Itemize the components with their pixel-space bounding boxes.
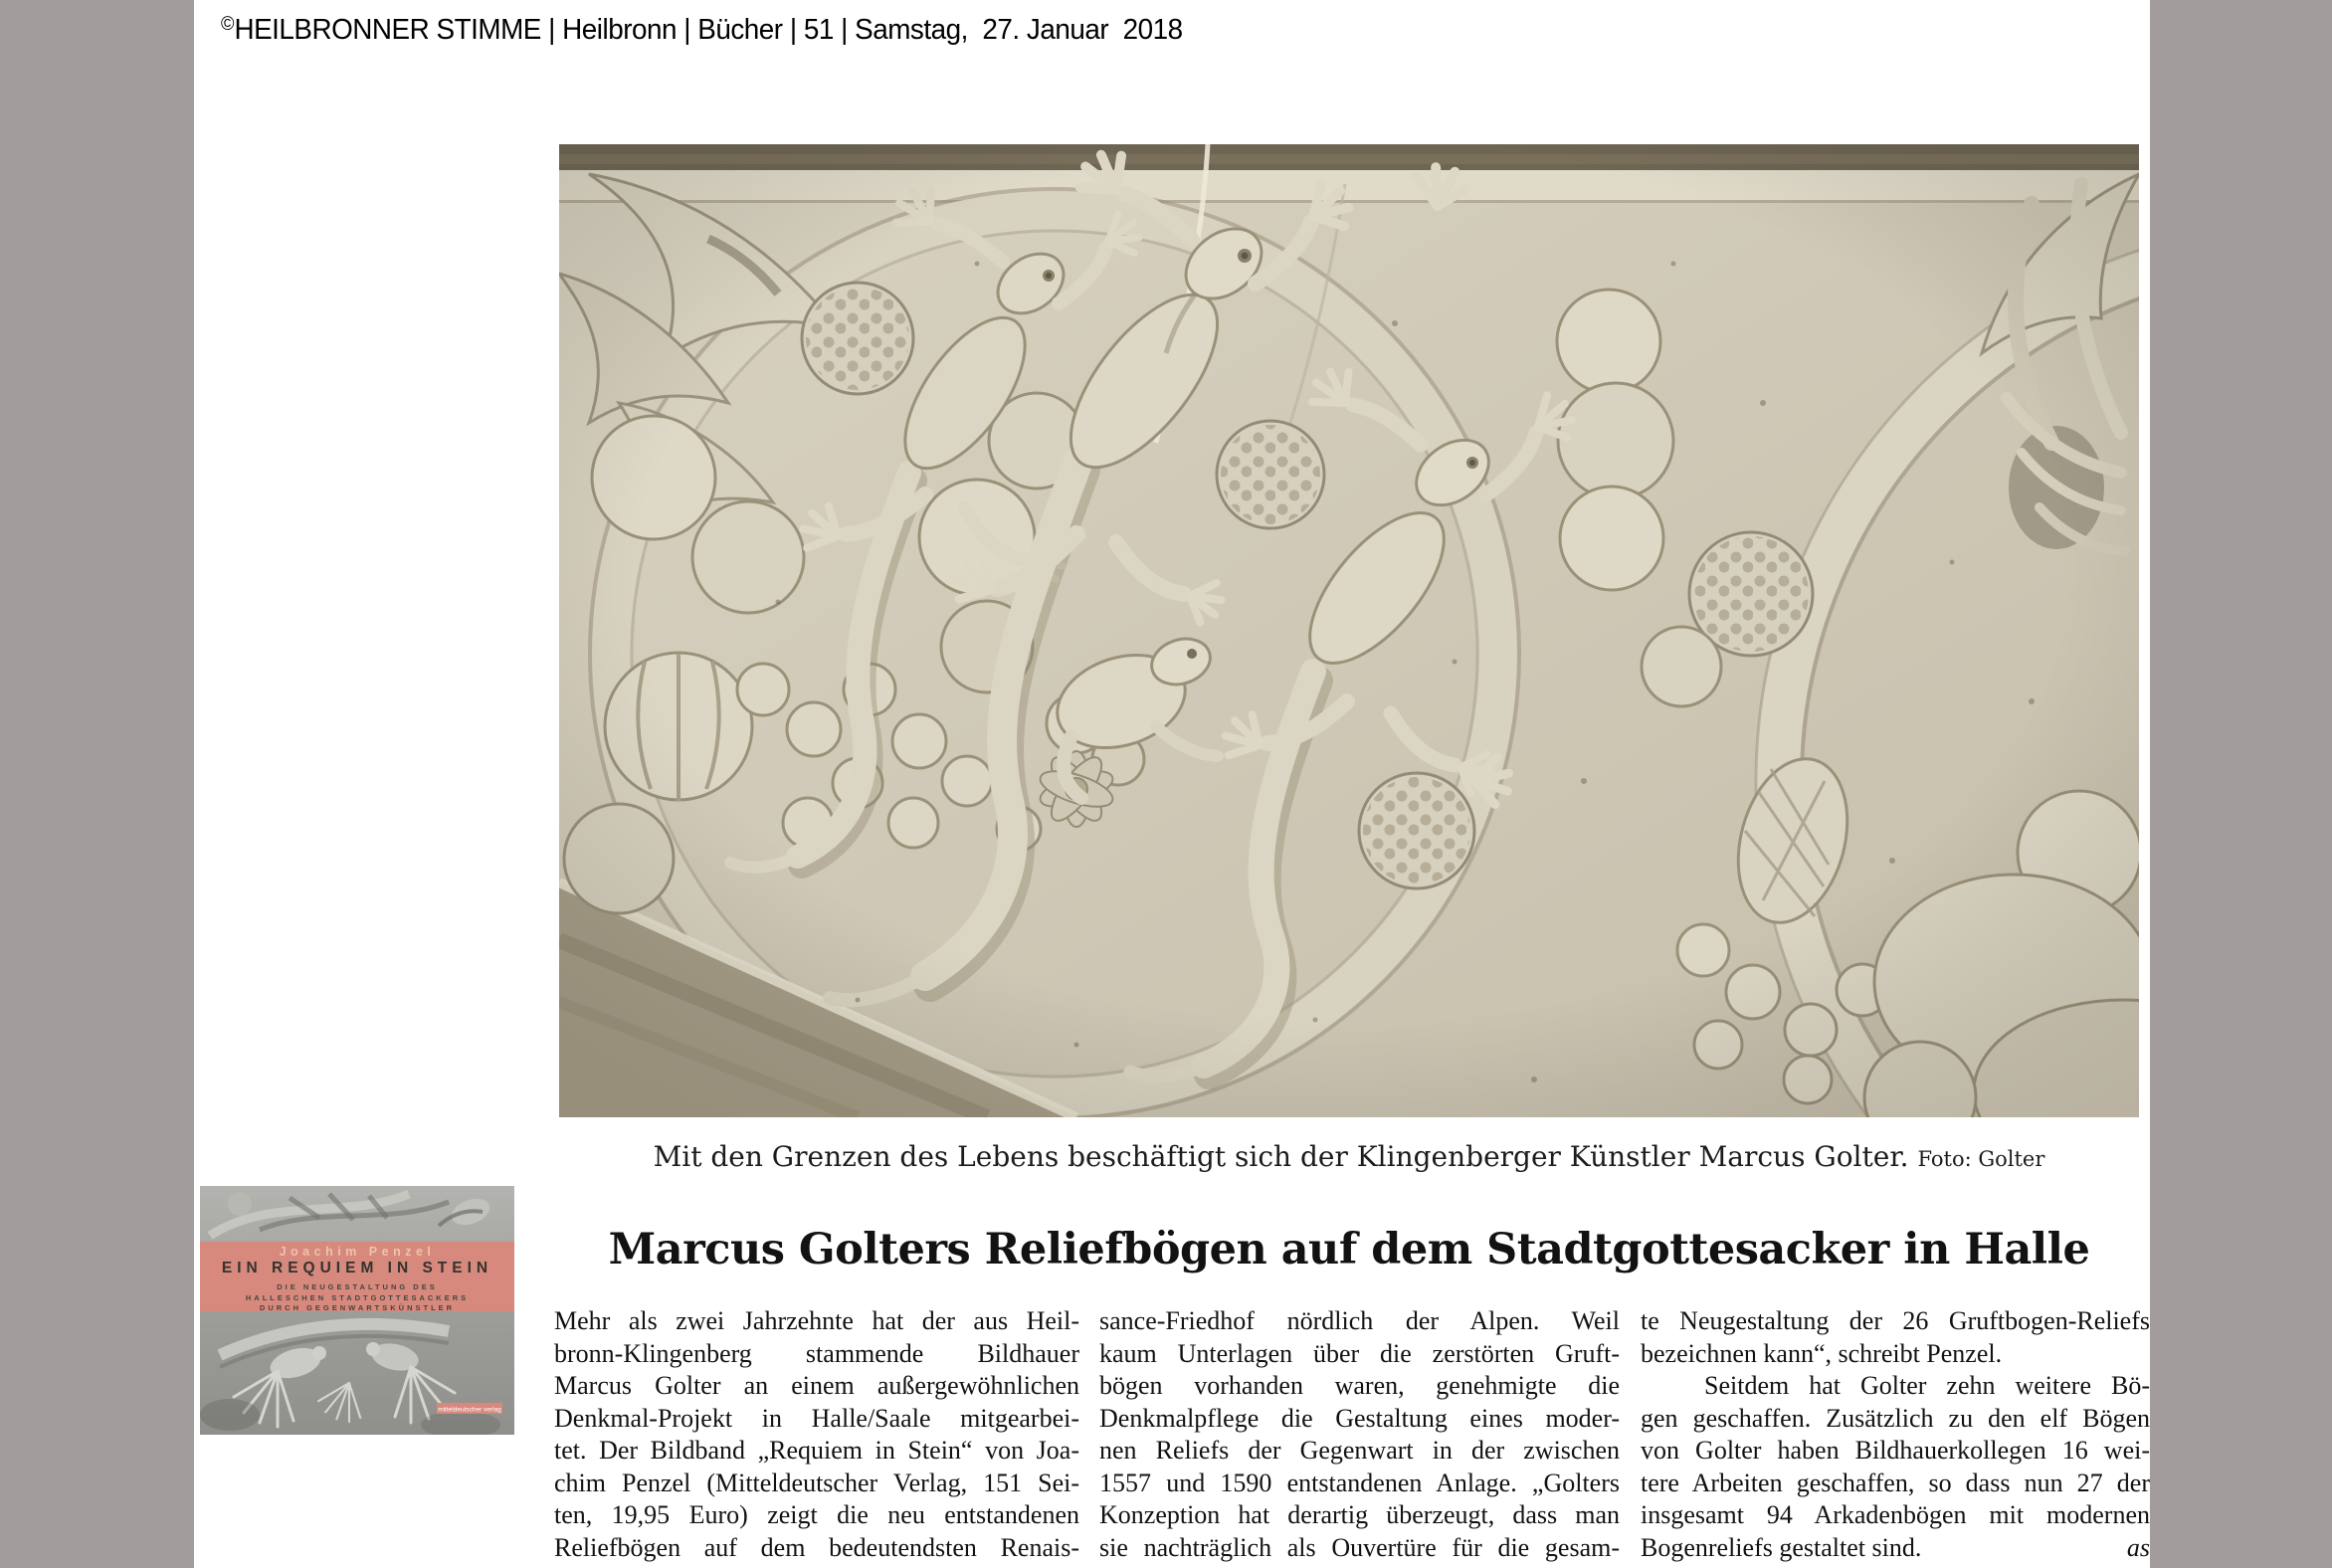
article-line: nen Reliefs der Gegenwart in der zwischen [1099,1436,1620,1465]
article-headline: Marcus Golters Reliefbögen auf dem Stadtgottesacker in Halle [608,1224,2090,1274]
article-line: Denkmal-Projekt in Halle/Saale mitgearbei- [554,1403,1079,1433]
copyright-mark: © [221,14,235,35]
cover-author: Joachim Penzel [279,1245,436,1259]
photo-caption [559,1138,2139,1178]
relief-photo-illustration [559,144,2139,1117]
article-line: 1557 und 1590 entstandenen Anlage. „Golters [1099,1468,1620,1497]
article-line: bronn-Klingenberg stammende Bildhauer [554,1338,1079,1368]
article-line: Seitdem hat Golter zehn weitere Bö- [1704,1371,2150,1400]
article-line: Konzeption hat derartig überzeugt, dass man [1099,1500,1620,1529]
article-line: kaum Unterlagen über die zerstörten Gruft- [1099,1338,1620,1368]
article-line: Mehr als zwei Jahrzehnte hat der aus Heil- [554,1306,1079,1335]
header-text: HEILBRONNER STIMME | Heilbronn | Bücher | 51 | Samstag, 27. Januar 2018 [234,14,1183,46]
article-line: tet. Der Bildband „Requiem in Stein“ von Joa- [554,1436,1079,1465]
article-line: insgesamt 94 Arkadenbögen mit modernen [1641,1500,2150,1529]
cover-subtitle-line-3: DURCH GEGENWARTSKÜNSTLER [259,1303,456,1312]
article-line: Bogenreliefs gestaltet sind. as [1641,1532,2150,1565]
article-line: te Neugestaltung der 26 Gruftbogen-Reliefs [1641,1306,2150,1335]
article-line: ten, 19,95 Euro) zeigt die neu entstandenen [554,1500,1079,1529]
article-line: bögen vorhanden waren, genehmigte die [1099,1371,1620,1400]
cover-subtitle-line-1: DIE NEUGESTALTUNG DES [277,1282,438,1291]
cover-title: EIN REQUIEM IN STEIN [221,1260,493,1276]
relief-photo [559,144,2139,1117]
article-line: gen geschaffen. Zusätzlich zu den elf Bögen [1641,1403,2150,1433]
article-line: von Golter haben Bildhauerkollegen 16 wei- [1641,1436,2150,1465]
article-line: sie nachträglich als Ouvertüre für die gesam- [1099,1532,1620,1562]
article-line: Reliefbögen auf dem bedeutendsten Renais- [554,1532,1079,1562]
article-line: tere Arbeiten geschaffen, so dass nun 27 der [1641,1468,2150,1497]
photo-caption-text: Mit den Grenzen des Lebens beschäftigt sich der Klingenberger Künstler Marcus Golter. [653,1140,1909,1173]
article-line: bezeichnen kann“, schreibt Penzel. [1641,1338,2003,1368]
newspaper-page [194,0,2150,1568]
publisher-name: mitteldeutscher verlag [438,1406,501,1414]
article-column-2 [1099,1305,1620,1568]
cover-subtitle-line-2: HALLESCHEN STADTGOTTESACKERS [245,1292,470,1302]
article-column-3 [1641,1305,2150,1568]
article-line: sance-Friedhof nördlich der Alpen. Weil [1099,1306,1620,1335]
author-initials: as [2126,1532,2150,1562]
article-line: chim Penzel (Mitteldeutscher Verlag, 151 Sei- [554,1468,1079,1497]
book-cover [200,1186,514,1435]
photo-credit: Foto: Golter [1917,1147,2045,1171]
article-line: Marcus Golter an einem außergewöhnlichen [554,1371,1079,1400]
article-line: Denkmalpflege die Gestaltung eines moder- [1099,1403,1620,1433]
article-column-1 [554,1305,1079,1568]
page-header-line [221,14,1183,47]
